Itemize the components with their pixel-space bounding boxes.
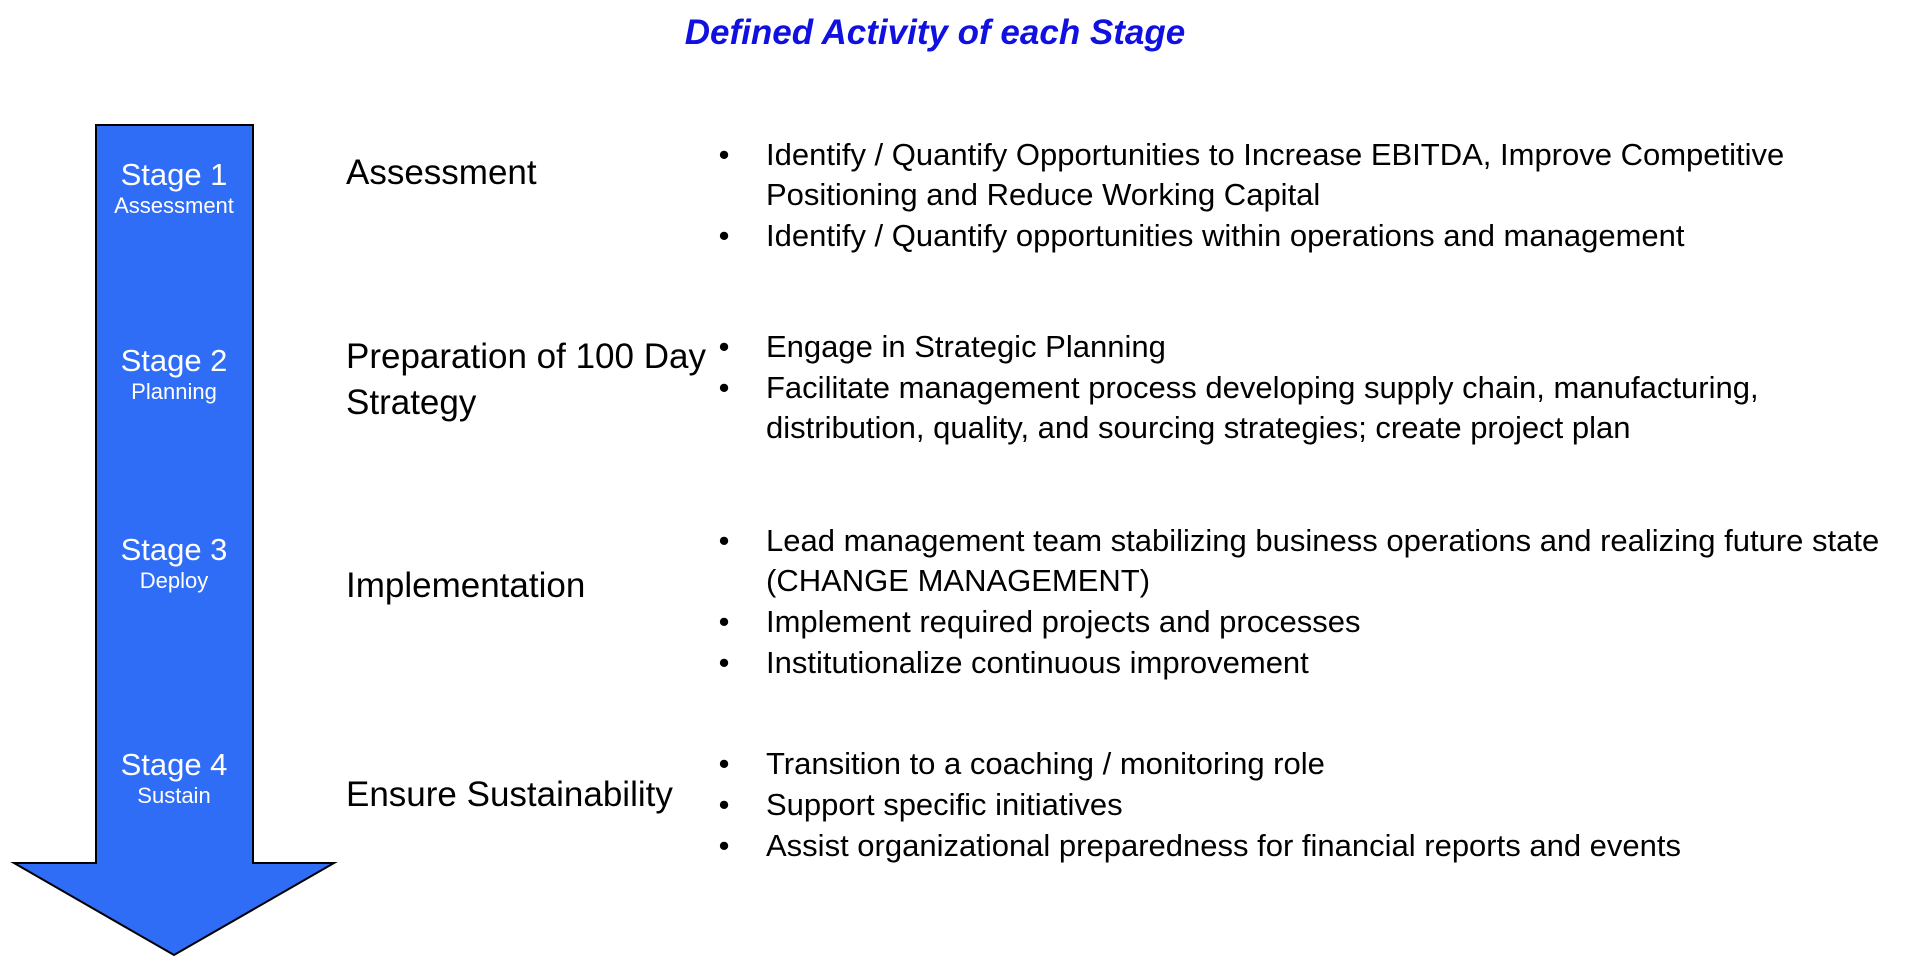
bullet-text: Institutionalize continuous improvement <box>766 645 1309 680</box>
list-item <box>714 826 1914 866</box>
list-item <box>714 216 1914 256</box>
bullet-icon: • <box>718 523 730 558</box>
stage-3-name: Deploy <box>139 568 209 593</box>
bullet-icon: • <box>718 370 730 405</box>
stage-4-number: Stage 4 <box>120 747 228 782</box>
stage-3-label <box>96 532 252 594</box>
stage-2-name: Planning <box>131 379 217 404</box>
stage-1-name: Assessment <box>114 193 234 218</box>
bullet-text: Identify / Quantify opportunities within operations and management <box>766 218 1685 253</box>
bullet-icon: • <box>718 828 730 863</box>
bullet-text: Facilitate management process developing supply chain, manufacturing, distribution, quality, and sourcing strategies; create project plan <box>766 370 1759 445</box>
bullet-icon: • <box>718 218 730 253</box>
bullet-text: Engage in Strategic Planning <box>766 329 1166 364</box>
stage-3-activity: Implementation <box>346 566 586 605</box>
bullet-text: Lead management team stabilizing business operations and realizing future state (CHANGE MANAGEMENT) <box>766 523 1880 598</box>
page-title: Defined Activity of each Stage <box>684 13 1186 52</box>
stage-4-label <box>96 747 252 809</box>
list-item <box>714 135 1914 215</box>
list-item <box>714 602 1914 642</box>
stage-2-bullets <box>714 327 1914 449</box>
list-item <box>714 643 1914 683</box>
bullet-icon: • <box>718 137 730 172</box>
list-item <box>714 327 1914 367</box>
list-item <box>714 521 1914 601</box>
stage-3-number: Stage 3 <box>120 532 228 567</box>
bullet-icon: • <box>718 645 730 680</box>
list-item <box>714 744 1914 784</box>
list-item <box>714 368 1914 448</box>
bullet-text: Identify / Quantify Opportunities to Increase EBITDA, Improve Competitive Positioning and Reduce Working Capital <box>766 137 1785 212</box>
bullet-icon: • <box>718 329 730 364</box>
list-item <box>714 785 1914 825</box>
bullet-icon: • <box>718 604 730 639</box>
bullet-text: Transition to a coaching / monitoring role <box>766 746 1325 781</box>
stage-1-label <box>96 157 252 219</box>
stage-2-label <box>96 343 252 405</box>
stage-1-number: Stage 1 <box>120 157 228 192</box>
stage-2-number: Stage 2 <box>120 343 228 378</box>
stage-4-bullets <box>714 744 1914 867</box>
bullet-icon: • <box>718 746 730 781</box>
bullet-icon: • <box>718 787 730 822</box>
stage-1-bullets <box>714 135 1914 257</box>
bullet-text: Implement required projects and processes <box>766 604 1361 639</box>
stage-4-activity: Ensure Sustainability <box>346 775 673 814</box>
stage-4-name: Sustain <box>137 783 211 808</box>
stage-2-activity: Preparation of 100 Day Strategy <box>346 337 706 422</box>
bullet-text: Assist organizational preparedness for financial reports and events <box>766 828 1682 863</box>
bullet-text: Support specific initiatives <box>766 787 1123 822</box>
stage-1-activity: Assessment <box>346 153 537 192</box>
stage-3-bullets <box>714 521 1914 684</box>
